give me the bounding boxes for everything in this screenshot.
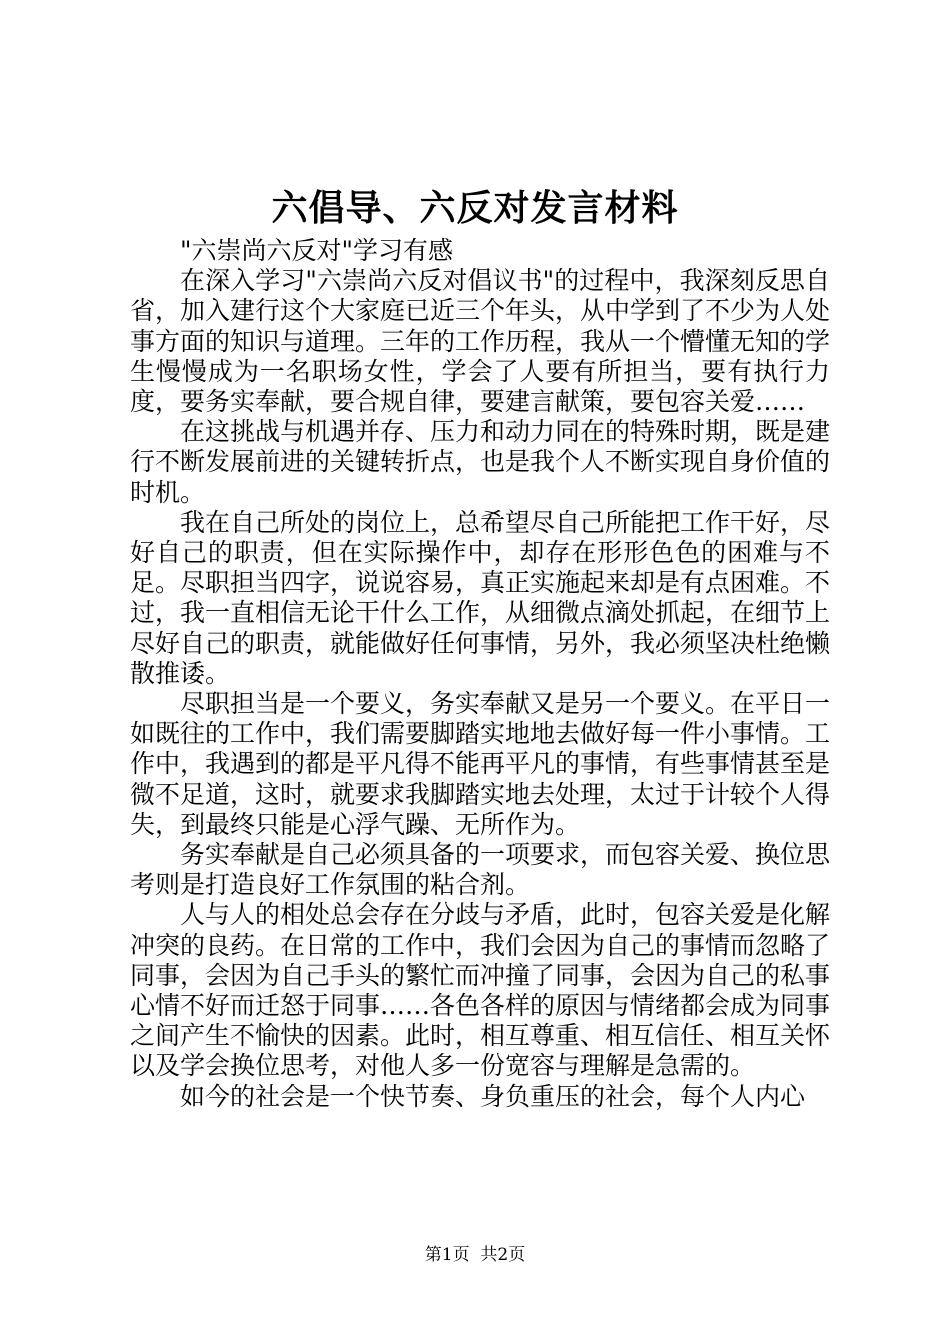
paragraph: 在这挑战与机遇并存、压力和动力同在的特殊时期，既是建行不断发展前进的关键转折点，也是我个人不断实现自身价值的时机。 <box>130 417 831 507</box>
page-footer: 第1页 共2页 <box>424 1245 526 1265</box>
paragraph: 务实奉献是自己必须具备的一项要求，而包容关爱、换位思考则是打造良好工作氛围的粘合剂。 <box>130 840 831 900</box>
document-title: 六倡导、六反对发言材料 <box>271 187 679 229</box>
document-body <box>130 236 830 1112</box>
paragraph: 如今的社会是一个快节奏、身负重压的社会，每个人内心 <box>180 1081 806 1111</box>
paragraph: 尽职担当是一个要义，务实奉献又是另一个要义。在平日一如既往的工作中，我们需要脚踏实地地去做好每一件小事情。工作中，我遇到的都是平凡得不能再平凡的事情，有些事情甚至是微不足道，这时，就要求我脚踏实地去处理，太过于计较个人得失，到最终只能是心浮气躁、无所作为。 <box>130 689 831 839</box>
paragraph-subtitle: "六崇尚六反对"学习有感 <box>180 236 453 265</box>
paragraph: 人与人的相处总会存在分歧与矛盾，此时，包容关爱是化解冲突的良药。在日常的工作中，我们会因为自己的事情而忽略了同事，会因为自己手头的繁忙而冲撞了同事，会因为自己的私事心情不好而迁怒于同事……各色各样的原因与情绪都会成为同事之间产生不愉快的因素。此时，相互尊重、相互信任、相互关怀以及学会换位思考，对他人多一份宽容与理解是急需的。 <box>130 900 831 1081</box>
paragraph: 我在自己所处的岗位上，总希望尽自己所能把工作干好，尽好自己的职责，但在实际操作中，却存在形形色色的困难与不足。尽职担当四字，说说容易，真正实施起来却是有点困难。不过，我一直相信无论干什么工作，从细微点滴处抓起，在细节上尽好自己的职责，就能做好任何事情，另外，我必须坚决杜绝懒散推诿。 <box>130 507 831 688</box>
paragraph: 在深入学习"六崇尚六反对倡议书"的过程中，我深刻反思自省，加入建行这个大家庭已近三个年头，从中学到了不少为人处事方面的知识与道理。三年的工作历程，我从一个懵懂无知的学生慢慢成为一名职场女性，学会了人要有所担当，要有执行力度，要务实奉献，要合规自律，要建言献策，要包容关爱…… <box>130 266 831 417</box>
